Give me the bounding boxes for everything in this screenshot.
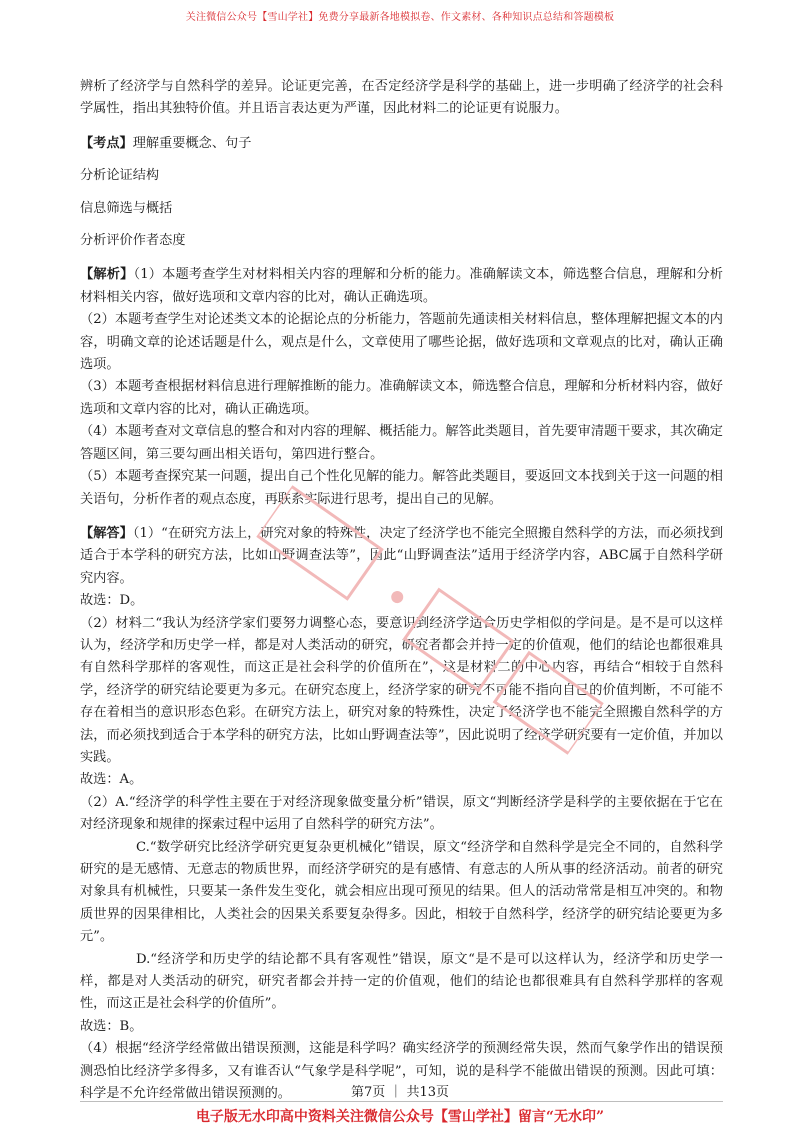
answer-choice: 故选：B。 xyxy=(80,1018,143,1034)
jieda-item xyxy=(80,523,723,590)
kaodian-line xyxy=(80,133,723,155)
jieda-label: 【解答】 xyxy=(80,525,133,541)
jiexi-item: （3）本题考查根据材料信息进行理解推断的能力。准确解读文本，筛选整合信息，理解和分析材料内容，做好选项和文章内容的比对，确认正确选项。 xyxy=(80,379,723,417)
kaodian-item: 信息筛选与概括 xyxy=(80,200,173,216)
jiexi-item: （5）本题考查探究某一问题，提出自己个性化见解的能力。解答此类题目，要返回文本找到关于这一问题的相关语句，分析作者的观点态度，再联系实际进行思考，提出自己的见解。 xyxy=(80,469,723,507)
jieda-text: （1）“在研究方法上，研究对象的特殊性，决定了经济学也不能完全照搬自然科学的方法，而必须找到适合于本学科的研究方法，比如山野调查法等”，因此“山野调查法”适用于经济学内容，ABC属于自然科学研究内容。 xyxy=(80,525,724,586)
document-body xyxy=(80,76,723,1105)
jiexi-label: 【解析】 xyxy=(80,267,134,283)
jiexi-item: （4）本题考查对文章信息的整合和对内容的理解、概括能力。解答此类题目，首先要审清题干要求，其次确定答题区间，第三要勾画出相关语句，第四进行整合。 xyxy=(80,424,723,462)
jieda-item: D.“经济学和历史学的结论都不具有客观性”错误，原文“是不是可以这样认为，经济学和历史学一样，都是对人类活动的研究，研究者都会并持一定的价值观，他们的结论也都很难具有自然科学那样的客观性，而这正是社会科学的价值所”。 xyxy=(80,951,723,1012)
page-number: 第7页 ｜ 共13页 xyxy=(350,1085,450,1100)
jieda-item: （2）材料二“我认为经济学家们要努力调整心态，要意识到经济学适合历史学相似的学问是。是不是可以这样认为，经济学和历史学一样，都是对人类活动的研究，研究者都会并持一定的价值观，他们的结论也都很难具有自然科学那样的客观性，而这正是社会科学的价值所在”，这是材料二的中心内容，再结合“相较于自然科学，经济学的研究结论要更为多元。在研究态度上，经济学家的研究不可能不指向自己的价值判断，不可能不存在着相当的意识形态色彩。在研究方法上，研究对象的特殊性，决定了经济学也不能完全照搬自然科学的方法，而必须找到适合于本学科的研究方法，比如山野调查法等”，因此说明了经济学研究要有一定价值，并加以实践。 xyxy=(80,615,723,765)
kaodian-label: 【考点】 xyxy=(80,135,133,151)
footer-divider xyxy=(80,1101,723,1102)
answer-choice: 故选：D。 xyxy=(80,593,144,609)
kaodian-item: 分析评价作者态度 xyxy=(80,233,186,249)
jiexi-text: （1）本题考查学生对材料相关内容的理解和分析的能力。准确解读文本，筛选整合信息，理解和分析材料相关内容，做好选项和文章内容的比对，确认正确选项。 xyxy=(80,267,723,305)
jieda-item: C.“数学研究比经济学研究更复杂更机械化”错误，原文“经济学和自然科学是完全不同的，自然科学研究的是无感情、无意志的物质世界，而经济学研究的是有感情、有意志的人所从事的经济活动。前者的研究对象具有机械性，只要某一条件发生变化，就会相应出现可预见的结果。但人的活动常常是相互冲突的。和物质世界的因果律相比，人类社会的因果关系要复杂得多。因此，相较于自然科学，经济学的研究结论要更为多元”。 xyxy=(80,839,723,945)
footer-note: 电子版无水印高中资料关注微信公众号【雪山学社】留言“无水印” xyxy=(195,1109,605,1125)
jieda-item: （4）根据“经济学经常做出错误预测，这能是科学吗？确实经济学的预测经常失误，然而气象学作出的错误预测恐怕比经济学多得多，又有谁否认“气象学是科学呢”，可知，说的是科学不能做出错误的预测。因此可填：科学是不允许经常做出错误预测的。 xyxy=(80,1041,723,1102)
kaodian-item: 分析论证结构 xyxy=(80,168,160,184)
jiexi-item: （2）本题考查学生对论述类文本的论据论点的分析能力，答题前先通读相关材料信息，整体理解把握文本的内容，明确文章的论述话题是什么，观点是什么，文章使用了哪些论据，做好选项和文章观点的比对，确认正确选项。 xyxy=(80,312,723,373)
answer-choice: 故选：A。 xyxy=(80,772,143,788)
jiexi-item xyxy=(80,264,723,309)
intro-paragraph: 辨析了经济学与自然科学的差异。论证更完善，在否定经济学是科学的基础上，进一步明确了经济学的社会科学属性，指出其独特价值。并且语言表达更为严谨，因此材料二的论证更有说服力。 xyxy=(80,79,723,117)
header-banner: 关注微信公众号【雪山学社】免费分享最新各地模拟卷、作文素材、各种知识点总结和答题模板 xyxy=(185,12,615,23)
kaodian-item: 理解重要概念、句子 xyxy=(132,135,252,151)
jieda-item: （2）A.“经济学的科学性主要在于对经济现象做变量分析”错误，原文“判断经济学是科学的主要依据在于它在对经济现象和规律的探索过程中运用了自然科学的研究方法”。 xyxy=(80,794,723,833)
